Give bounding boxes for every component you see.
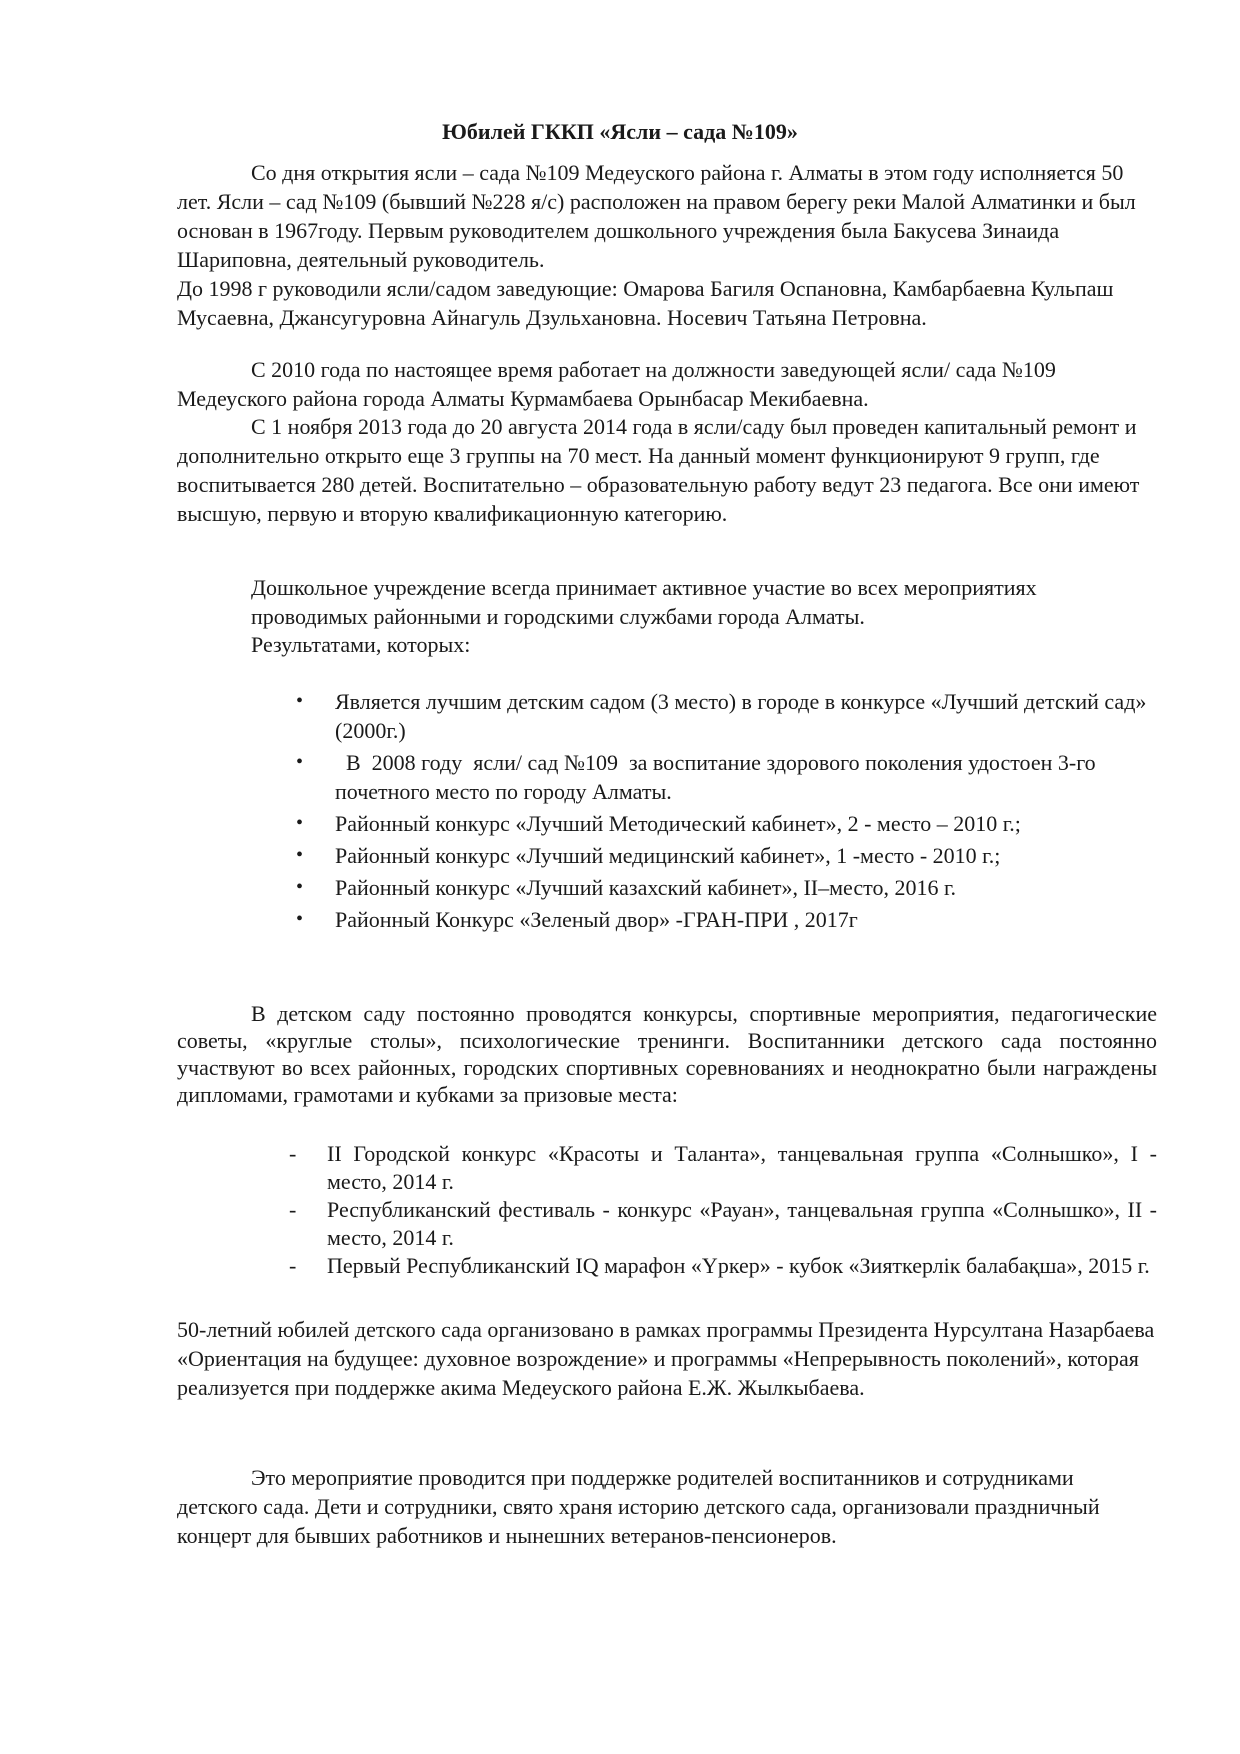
document-title: Юбилей ГККП «Ясли – сада №109» [442, 119, 798, 144]
list-item [289, 1196, 1157, 1252]
list-item-text: Районный конкурс «Лучший казахский кабинет», II–место, 2016 г. [335, 875, 956, 900]
list-item [289, 1140, 1157, 1196]
paragraph-participation: Дошкольное учреждение всегда принимает активное участие во всех мероприятиях проводимых районными и городскими службами города Алматы. [251, 575, 1037, 629]
paragraph-renovation: С 1 ноября 2013 года до 20 августа 2014 года в ясли/саду был проведен капитальный ремонт и дополнительно открыто еще 3 группы на 70 мест. На данный момент функционируют 9 групп, где воспитывается 280 детей. Воспитательно – образовательную работу ведут 23 педагога. Все они имеют высшую, первую и вторую квалификационную категорию. [177, 414, 1140, 526]
list-item-text: Районный конкурс «Лучший Методический кабинет», 2 - место – 2010 г.; [335, 811, 1021, 836]
bullet-marker: • [296, 876, 304, 898]
list-item [289, 1252, 1157, 1280]
bullet-marker: • [296, 908, 304, 930]
list-item-text: В 2008 году ясли/ сад №109 за воспитание здорового поколения удостоен 3-го почетного место по городу Алматы. [335, 750, 1102, 804]
achievements-list [296, 687, 1156, 937]
bullet-marker: • [296, 751, 304, 773]
paragraph-activities: В детском саду постоянно проводятся конкурсы, спортивные мероприятия, педагогические советы, «круглые столы», психологические тренинги. Воспитанники детского сада постоянно участвуют во всех районных, городских спортивных соревнованиях и неоднократно были награждены дипломами, грамотами и кубками за призовые места: [177, 1001, 1157, 1107]
paragraph-concert: Это мероприятие проводится при поддержке родителей воспитанников и сотрудниками детского сада. Дети и сотрудники, свято храня историю детского сада, организовали праздничный концерт для бывших работников и нынешних ветеранов-пенсионеров. [177, 1465, 1100, 1548]
list-item-text: Является лучшим детским садом (3 место) в городе в конкурсе «Лучший детский сад» (2000г.) [335, 689, 1147, 743]
paragraph-results-intro: Результатами, которых: [251, 632, 471, 657]
list-item-text: II Городской конкурс «Красоты и Таланта», танцевальная группа «Солнышко», I - место, 2014 г. [327, 1141, 1157, 1194]
list-item [296, 748, 1156, 806]
list-item-text: Первый Республиканский IQ марафон «Үркер» - кубок «Зияткерлік балабақша», 2015 г. [327, 1253, 1150, 1278]
bullet-marker: • [296, 812, 304, 834]
awards-list [289, 1140, 1157, 1280]
list-item-text: Районный Конкурс «Зеленый двор» -ГРАН-ПРИ , 2017г [335, 907, 858, 932]
list-item-text: Районный конкурс «Лучший медицинский кабинет», 1 -место - 2010 г.; [335, 843, 1001, 868]
list-item [296, 687, 1156, 745]
paragraph-jubilee-program: 50-летний юбилей детского сада организовано в рамках программы Президента Нурсултана Назарбаева «Ориентация на будущее: духовное возрождение» и программы «Непрерывность поколений», которая реализуется при поддержке акима Медеуского района Е.Ж. Жылкыбаева. [177, 1317, 1155, 1400]
list-item [296, 841, 1156, 870]
bullet-marker: • [296, 844, 304, 866]
dash-marker: - [289, 1141, 297, 1166]
list-item [296, 809, 1156, 838]
paragraph-current-head: С 2010 года по настоящее время работает на должности заведующей ясли/ сада №109 Медеуского района города Алматы Курмамбаева Орынбасар Мекибаевна. [177, 357, 1056, 411]
bullet-marker: • [296, 690, 304, 712]
list-item [296, 873, 1156, 902]
dash-marker: - [289, 1197, 297, 1222]
list-item-text: Республиканский фестиваль - конкурс «Рауан», танцевальная группа «Солнышко», II - место, 2014 г. [327, 1197, 1157, 1250]
paragraph-former-heads: До 1998 г руководили ясли/садом заведующие: Омарова Багиля Оспановна, Камбарбаевна Кульпаш Мусаевна, Джансугуровна Айнагуль Дзульхановна. Носевич Татьяна Петровна. [177, 276, 1114, 330]
list-item [296, 905, 1156, 934]
dash-marker: - [289, 1253, 297, 1278]
paragraph-history: Со дня открытия ясли – сада №109 Медеуского района г. Алматы в этом году исполняется 50 лет. Ясли – сад №109 (бывший №228 я/с) расположен на правом берегу реки Малой Алматинки и был основан в 1967году. Первым руководителем дошкольного учреждения была Бакусева Зинаида Шариповна, деятельный руководитель. [177, 160, 1136, 272]
